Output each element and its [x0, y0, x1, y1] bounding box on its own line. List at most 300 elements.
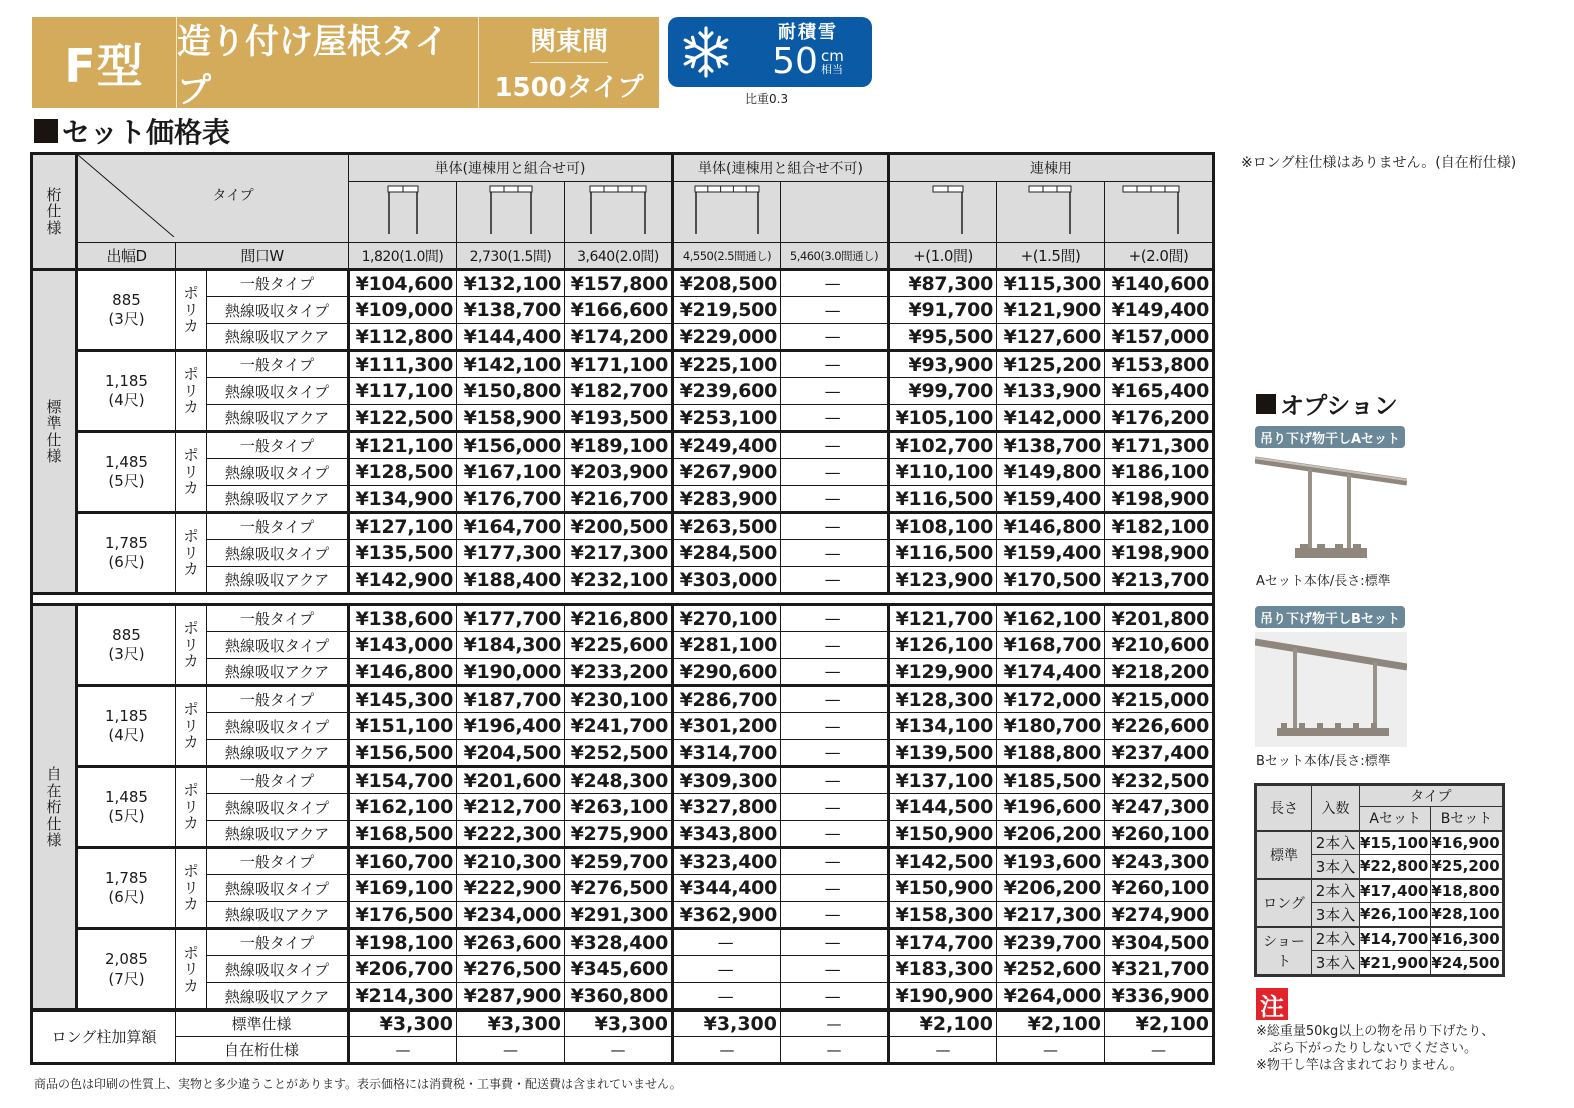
price-cell: ¥344,400 [673, 875, 781, 902]
material-cell: ポリカ [176, 513, 207, 594]
price-cell: ¥239,700 [997, 929, 1105, 956]
depth-cell: 885 (3尺) [77, 270, 176, 351]
price-cell: ¥158,300 [889, 902, 997, 929]
roof-type: 熱線吸収タイプ [207, 540, 349, 567]
spec-label: 標準仕様 [33, 270, 77, 594]
material-cell: ポリカ [176, 351, 207, 432]
price-cell: ¥243,300 [1105, 848, 1213, 875]
price-cell: ¥188,400 [457, 567, 565, 594]
price-cell: ¥135,500 [349, 540, 457, 567]
price-cell: ¥116,500 [889, 486, 997, 513]
price-cell: ¥145,300 [349, 686, 457, 713]
depth-cell: 885 (3尺) [77, 605, 176, 686]
b-price: ¥25,200 [1431, 855, 1502, 879]
price-cell: ¥169,100 [349, 875, 457, 902]
price-cell: — [781, 605, 889, 632]
price-cell: ¥274,900 [1105, 902, 1213, 929]
table-row [33, 459, 1213, 486]
price-cell: ¥164,700 [457, 513, 565, 540]
qty-header: 入数 [1312, 786, 1360, 831]
price-cell: ¥112,800 [349, 324, 457, 351]
price-cell: ¥171,300 [1105, 432, 1213, 459]
roof-type: 一般タイプ [207, 929, 349, 956]
snow-unit-suffix: 相当 [820, 63, 843, 77]
snow-label: 耐積雪 [778, 22, 838, 43]
structure-diagram-icon [673, 182, 781, 243]
price-cell: ¥140,600 [1105, 270, 1213, 297]
roof-type: 一般タイプ [207, 848, 349, 875]
price-cell: ¥360,800 [565, 983, 673, 1010]
price-cell: ¥290,600 [673, 659, 781, 686]
price-cell: — [781, 486, 889, 513]
price-cell: ¥162,100 [349, 794, 457, 821]
price-cell: ¥150,900 [889, 875, 997, 902]
price-cell: ¥343,800 [673, 821, 781, 848]
snow-load-badge [668, 17, 872, 87]
price-cell: ¥222,900 [457, 875, 565, 902]
price-cell: ¥304,500 [1105, 929, 1213, 956]
roof-type: 熱線吸収タイプ [207, 378, 349, 405]
roof-type: 熱線吸収アクア [207, 324, 349, 351]
table-row [33, 767, 1213, 794]
price-cell: ¥95,500 [889, 324, 997, 351]
col-header: 3,640(2.0間) [565, 243, 673, 270]
price-cell: ¥116,500 [889, 540, 997, 567]
roof-type: 一般タイプ [207, 351, 349, 378]
depth-cell: 1,485 (5尺) [77, 767, 176, 848]
price-cell: ¥260,100 [1105, 875, 1213, 902]
price-cell: ¥166,600 [565, 297, 673, 324]
option-a-caption: Aセット本体/長さ:標準 [1256, 574, 1391, 589]
roof-type: 熱線吸収タイプ [207, 713, 349, 740]
table-row [33, 713, 1213, 740]
long-post-price: — [889, 1037, 997, 1063]
price-cell: ¥127,100 [349, 513, 457, 540]
long-post-price: — [565, 1037, 673, 1063]
table-row [33, 513, 1213, 540]
roof-type: 熱線吸収タイプ [207, 632, 349, 659]
price-cell: ¥336,900 [1105, 983, 1213, 1010]
table-row [33, 297, 1213, 324]
price-cell: ¥301,200 [673, 713, 781, 740]
material-cell: ポリカ [176, 605, 207, 686]
price-cell: ¥174,200 [565, 324, 673, 351]
price-cell: — [781, 875, 889, 902]
header-band [32, 17, 659, 111]
qty-cell: 3本入 [1312, 951, 1360, 975]
roof-type: 一般タイプ [207, 513, 349, 540]
price-cell: ¥138,700 [997, 432, 1105, 459]
price-cell: ¥122,500 [349, 405, 457, 432]
price-cell: ¥198,900 [1105, 486, 1213, 513]
price-cell: ¥144,500 [889, 794, 997, 821]
option-row [1257, 879, 1503, 903]
price-cell: — [781, 351, 889, 378]
col-header: +(1.0間) [889, 243, 997, 270]
price-cell: ¥201,600 [457, 767, 565, 794]
price-cell: ¥150,800 [457, 378, 565, 405]
price-cell: ¥281,100 [673, 632, 781, 659]
depth-cell: 1,785 (6尺) [77, 513, 176, 594]
price-cell: — [781, 740, 889, 767]
price-cell: ¥102,700 [889, 432, 997, 459]
table-row [33, 848, 1213, 875]
price-cell: ¥144,400 [457, 324, 565, 351]
table-row [33, 740, 1213, 767]
long-post-price: ¥3,300 [565, 1011, 673, 1037]
price-cell: ¥188,800 [997, 740, 1105, 767]
price-cell: ¥128,500 [349, 459, 457, 486]
price-cell: ¥303,000 [673, 567, 781, 594]
price-cell: ¥260,100 [1105, 821, 1213, 848]
section-title: セット価格表 [34, 111, 230, 151]
price-cell: ¥149,400 [1105, 297, 1213, 324]
price-cell: — [781, 902, 889, 929]
price-cell: ¥104,600 [349, 270, 457, 297]
square-bullet-icon [34, 119, 58, 143]
length-header: 長さ [1257, 786, 1312, 831]
price-cell: ¥160,700 [349, 848, 457, 875]
price-cell: ¥167,100 [457, 459, 565, 486]
price-cell: — [781, 270, 889, 297]
price-cell: — [781, 632, 889, 659]
table-row [33, 821, 1213, 848]
price-cell: — [781, 567, 889, 594]
snow-value: 50 [772, 41, 818, 82]
depth-cell: 1,785 (6尺) [77, 848, 176, 929]
col-header: 2,730(1.5間) [457, 243, 565, 270]
price-cell: ¥196,400 [457, 713, 565, 740]
group-header-connected: 連棟用 [889, 155, 1213, 182]
structure-diagram-icon [997, 182, 1105, 243]
specific-gravity-note: 比重0.3 [745, 92, 789, 106]
option-price-table [1256, 785, 1503, 975]
price-cell: ¥172,000 [997, 686, 1105, 713]
price-cell: ¥225,100 [673, 351, 781, 378]
price-cell: ¥156,000 [457, 432, 565, 459]
price-cell: ¥283,900 [673, 486, 781, 513]
price-cell: ¥126,100 [889, 632, 997, 659]
price-cell: — [781, 767, 889, 794]
price-cell: ¥284,500 [673, 540, 781, 567]
price-cell: ¥125,200 [997, 351, 1105, 378]
price-cell: ¥276,500 [457, 956, 565, 983]
width-header: 間口W [176, 243, 349, 270]
price-cell: ¥174,400 [997, 659, 1105, 686]
roof-type: 熱線吸収タイプ [207, 794, 349, 821]
depth-cell: 2,085 (7尺) [77, 929, 176, 1010]
length-cell: 標準 [1257, 831, 1312, 879]
price-cell: ¥93,900 [889, 351, 997, 378]
table-row [33, 432, 1213, 459]
a-price: ¥22,800 [1360, 855, 1431, 879]
table-row [33, 486, 1213, 513]
price-cell: ¥142,900 [349, 567, 457, 594]
price-cell: ¥177,700 [457, 605, 565, 632]
footnote: 商品の色は印刷の性質上、実物と多少違うことがあります。表示価格には消費税・工事費・配送費は含まれていません。 [34, 1077, 682, 1091]
caution-badge: 注 [1256, 988, 1288, 1020]
price-cell: — [781, 405, 889, 432]
long-post-label: ロング柱加算額 [33, 1011, 176, 1063]
price-cell: ¥133,900 [997, 378, 1105, 405]
structure-diagram-icon [349, 182, 457, 243]
roof-type: 熱線吸収アクア [207, 983, 349, 1010]
price-cell: ¥146,800 [997, 513, 1105, 540]
price-cell: ¥248,300 [565, 767, 673, 794]
price-cell: — [781, 794, 889, 821]
price-cell: ¥105,100 [889, 405, 997, 432]
a-price: ¥17,400 [1360, 879, 1431, 903]
price-cell: ¥117,100 [349, 378, 457, 405]
price-cell: ¥321,700 [1105, 956, 1213, 983]
length-cell: ロング [1257, 879, 1312, 927]
price-cell: ¥165,400 [1105, 378, 1213, 405]
b-price: ¥18,800 [1431, 879, 1502, 903]
price-cell: ¥208,500 [673, 270, 781, 297]
price-cell: ¥225,600 [565, 632, 673, 659]
price-cell: ¥327,800 [673, 794, 781, 821]
price-cell: ¥196,600 [997, 794, 1105, 821]
price-cell: ¥159,400 [997, 540, 1105, 567]
long-post-price: ¥2,100 [1105, 1011, 1213, 1037]
price-cell: ¥234,000 [457, 902, 565, 929]
table-row [33, 686, 1213, 713]
roof-type: 熱線吸収アクア [207, 821, 349, 848]
price-cell: ¥249,400 [673, 432, 781, 459]
price-cell: ¥171,100 [565, 351, 673, 378]
roof-type: 熱線吸収タイプ [207, 459, 349, 486]
b-price: ¥16,900 [1431, 831, 1502, 855]
price-cell: ¥187,700 [457, 686, 565, 713]
caution-notes: ※総重量50kg以上の物を吊り下げたり、 ぶら下がったりしないでください。 ※物干し竿は含まれておりません。 [1256, 1024, 1495, 1073]
roof-type: 熱線吸収アクア [207, 659, 349, 686]
price-cell: ¥139,500 [889, 740, 997, 767]
depth-cell: 1,185 (4尺) [77, 686, 176, 767]
price-cell: ¥214,300 [349, 983, 457, 1010]
price-cell: ¥217,300 [565, 540, 673, 567]
price-cell: ¥263,500 [673, 513, 781, 540]
structure-diagram-icon [1105, 182, 1213, 243]
price-cell: ¥239,600 [673, 378, 781, 405]
price-cell: ¥237,400 [1105, 740, 1213, 767]
qty-cell: 3本入 [1312, 903, 1360, 927]
table-row [33, 983, 1213, 1010]
roof-type: 一般タイプ [207, 767, 349, 794]
table-row [33, 659, 1213, 686]
price-cell: — [781, 821, 889, 848]
price-cell: ¥129,900 [889, 659, 997, 686]
price-cell: ¥168,500 [349, 821, 457, 848]
price-cell: ¥252,500 [565, 740, 673, 767]
group-header-noncombinable: 単体(連棟用と組合せ不可) [673, 155, 889, 182]
long-post-price: ¥3,300 [349, 1011, 457, 1037]
price-cell: ¥193,600 [997, 848, 1105, 875]
table-row [33, 540, 1213, 567]
price-cell: ¥143,000 [349, 632, 457, 659]
option-b-caption: Bセット本体/長さ:標準 [1256, 754, 1391, 769]
price-cell: ¥110,100 [889, 459, 997, 486]
price-cell: ¥180,700 [997, 713, 1105, 740]
structure-diagram-icon [781, 182, 889, 243]
price-cell: ¥121,900 [997, 297, 1105, 324]
price-cell: ¥142,500 [889, 848, 997, 875]
price-cell: ¥156,500 [349, 740, 457, 767]
price-cell: ¥142,000 [997, 405, 1105, 432]
b-price: ¥16,300 [1431, 927, 1502, 951]
product-type: F型 [32, 17, 177, 108]
price-cell: ¥151,100 [349, 713, 457, 740]
type-header: タイプ [1360, 786, 1503, 807]
price-cell: ¥263,100 [565, 794, 673, 821]
price-cell: ¥108,100 [889, 513, 997, 540]
price-cell: ¥233,200 [565, 659, 673, 686]
a-price: ¥21,900 [1360, 951, 1431, 975]
snowflake-icon [668, 25, 744, 79]
series-label: 1500タイプ [494, 73, 644, 103]
structure-diagram-icon [889, 182, 997, 243]
price-cell: — [781, 459, 889, 486]
price-cell: ¥121,700 [889, 605, 997, 632]
corner-header [77, 155, 349, 243]
type-label: タイプ [212, 187, 254, 204]
price-cell: ¥328,400 [565, 929, 673, 956]
price-cell: ¥134,100 [889, 713, 997, 740]
price-cell: ¥158,900 [457, 405, 565, 432]
option-b-image [1255, 632, 1407, 747]
price-cell: ¥149,800 [997, 459, 1105, 486]
table-row [33, 632, 1213, 659]
price-cell: ¥230,100 [565, 686, 673, 713]
option-a-image [1255, 452, 1407, 567]
long-post-spec: 自在桁仕様 [176, 1037, 349, 1063]
price-cell: ¥362,900 [673, 902, 781, 929]
price-cell: ¥345,600 [565, 956, 673, 983]
material-cell: ポリカ [176, 686, 207, 767]
price-cell: ¥267,900 [673, 459, 781, 486]
roof-type: 熱線吸収タイプ [207, 297, 349, 324]
roof-type: 一般タイプ [207, 270, 349, 297]
roof-type: 熱線吸収アクア [207, 486, 349, 513]
long-post-price: — [349, 1037, 457, 1063]
price-cell: — [673, 983, 781, 1010]
material-cell: ポリカ [176, 848, 207, 929]
qty-cell: 3本入 [1312, 855, 1360, 879]
material-cell: ポリカ [176, 767, 207, 848]
b-price: ¥28,100 [1431, 903, 1502, 927]
price-cell: ¥226,600 [1105, 713, 1213, 740]
option-b-badge: 吊り下げ物干しBセット [1255, 606, 1405, 628]
price-cell: ¥162,100 [997, 605, 1105, 632]
price-cell: ¥189,100 [565, 432, 673, 459]
price-cell: ¥232,500 [1105, 767, 1213, 794]
table-row [33, 875, 1213, 902]
depth-cell: 1,485 (5尺) [77, 432, 176, 513]
price-cell: ¥276,500 [565, 875, 673, 902]
option-a-badge: 吊り下げ物干しAセット [1255, 426, 1405, 448]
price-cell: ¥222,300 [457, 821, 565, 848]
a-set-header: Aセット [1360, 807, 1431, 831]
length-cell: ショート [1257, 927, 1312, 975]
price-cell: ¥87,300 [889, 270, 997, 297]
price-cell: ¥99,700 [889, 378, 997, 405]
price-cell: ¥206,200 [997, 875, 1105, 902]
long-post-price: ¥2,100 [997, 1011, 1105, 1037]
price-cell: ¥219,500 [673, 297, 781, 324]
price-cell: ¥176,700 [457, 486, 565, 513]
structure-diagram-icon [457, 182, 565, 243]
region-series [479, 17, 659, 108]
price-cell: ¥287,900 [457, 983, 565, 1010]
price-cell: ¥168,700 [997, 632, 1105, 659]
price-cell: ¥217,300 [997, 902, 1105, 929]
price-cell: ¥252,600 [997, 956, 1105, 983]
price-cell: ¥206,700 [349, 956, 457, 983]
table-row [33, 929, 1213, 956]
long-post-table [32, 1010, 1213, 1063]
price-cell: ¥291,300 [565, 902, 673, 929]
table-row [33, 567, 1213, 594]
price-cell: ¥115,300 [997, 270, 1105, 297]
price-cell: ¥109,000 [349, 297, 457, 324]
price-cell: — [781, 686, 889, 713]
options-title: オプション [1256, 386, 1398, 421]
spec-header: 桁仕様 [33, 155, 77, 270]
table-row [33, 956, 1213, 983]
long-post-spec: 標準仕様 [176, 1011, 349, 1037]
price-cell: ¥134,900 [349, 486, 457, 513]
long-post-price: — [673, 1037, 781, 1063]
price-cell: ¥204,500 [457, 740, 565, 767]
b-price: ¥24,500 [1431, 951, 1502, 975]
side-note: ※ロング柱仕様はありません。(自在桁仕様) [1241, 155, 1517, 171]
price-cell: ¥128,300 [889, 686, 997, 713]
price-cell: ¥137,100 [889, 767, 997, 794]
price-cell: ¥323,400 [673, 848, 781, 875]
long-post-price: ¥3,300 [673, 1011, 781, 1037]
long-post-price: — [457, 1037, 565, 1063]
price-cell: ¥263,600 [457, 929, 565, 956]
price-cell: ¥132,100 [457, 270, 565, 297]
square-bullet-icon [1256, 394, 1276, 414]
price-cell: — [781, 713, 889, 740]
price-cell: ¥259,700 [565, 848, 673, 875]
col-header: 4,550(2.5間通し) [673, 243, 781, 270]
price-cell: ¥127,600 [997, 324, 1105, 351]
price-cell: ¥201,800 [1105, 605, 1213, 632]
option-row [1257, 831, 1503, 855]
price-table [32, 154, 1213, 1010]
price-cell: — [781, 848, 889, 875]
material-cell: ポリカ [176, 929, 207, 1010]
roof-type: 熱線吸収アクア [207, 567, 349, 594]
roof-type: 一般タイプ [207, 686, 349, 713]
table-row [33, 902, 1213, 929]
price-cell: ¥138,600 [349, 605, 457, 632]
depth-cell: 1,185 (4尺) [77, 351, 176, 432]
table-row [33, 605, 1213, 632]
price-cell: ¥241,700 [565, 713, 673, 740]
table-row [33, 351, 1213, 378]
price-cell: ¥212,700 [457, 794, 565, 821]
table-row [33, 378, 1213, 405]
price-cell: ¥183,300 [889, 956, 997, 983]
price-cell: ¥190,000 [457, 659, 565, 686]
table-row [33, 270, 1213, 297]
price-cell: ¥176,500 [349, 902, 457, 929]
price-cell: ¥111,300 [349, 351, 457, 378]
price-cell: ¥154,700 [349, 767, 457, 794]
price-cell: ¥174,700 [889, 929, 997, 956]
